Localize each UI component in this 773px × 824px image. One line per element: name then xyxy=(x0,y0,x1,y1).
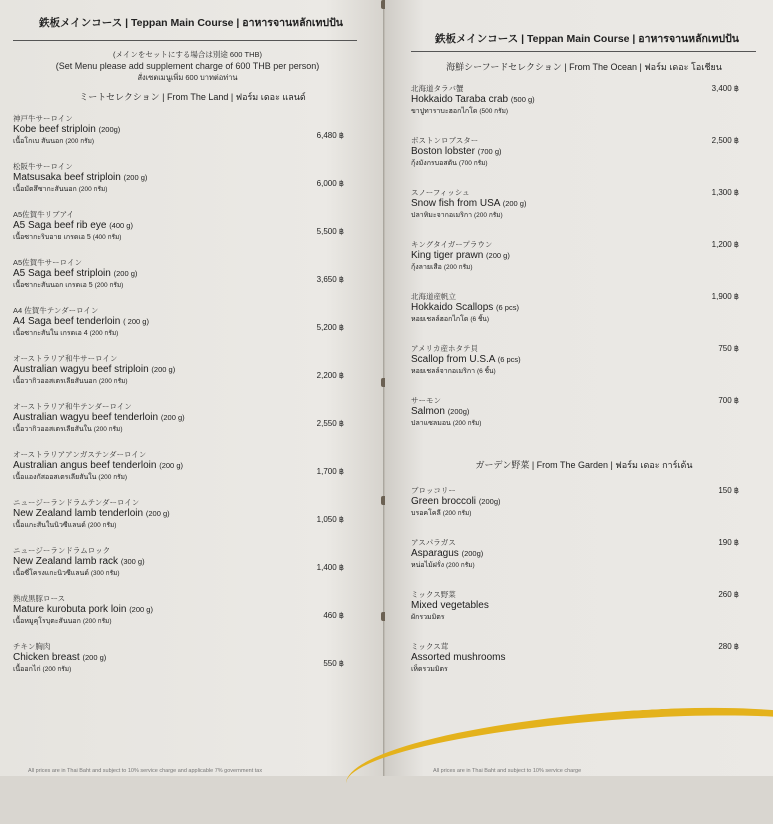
menu-item-en-name: A5 Saga beef striploin xyxy=(13,267,111,279)
menu-item-th-weight: (700 กรัม) xyxy=(458,160,488,167)
menu-item-price: 5,200 ฿ xyxy=(316,322,344,332)
menu-item-en-name: Scallop from U.S.A xyxy=(411,354,495,365)
menu-item-price: 3,400 ฿ xyxy=(711,84,739,93)
menu-item xyxy=(13,450,372,498)
menu-item-price: 1,050 ฿ xyxy=(316,514,344,524)
menu-item-th-name: ผักรวมมิตร xyxy=(411,614,445,621)
menu-item-en-name: New Zealand lamb tenderloin xyxy=(13,507,144,519)
menu-item xyxy=(13,498,372,546)
menu-item-th-name: เนื้อแองกัสออสเตรเลียสันใน xyxy=(13,473,97,481)
menu-item xyxy=(411,642,759,694)
menu-item-en-name: Asparagus xyxy=(411,548,459,559)
menu-item-th-name: ปลาหิมะจากอเมริกา xyxy=(411,212,473,219)
menu-item-th-name: ปลาแซลมอน xyxy=(411,420,451,427)
menu-item xyxy=(411,136,759,188)
menu-item xyxy=(411,538,759,590)
menu-item-price: 190 ฿ xyxy=(718,538,739,547)
menu-item-en-line xyxy=(411,600,759,612)
menu-item-en-line xyxy=(13,652,372,664)
menu-item-en-name: Snow fish from USA xyxy=(411,198,500,209)
menu-item-th-weight: (400 กรัม) xyxy=(92,233,122,241)
menu-item-price: 1,300 ฿ xyxy=(711,188,739,197)
menu-item-th-name: หอยเชลล์จากอเมริกา xyxy=(411,368,476,375)
menu-item-jp-name: オーストラリア和牛サーロイン xyxy=(13,353,118,363)
menu-item xyxy=(411,590,759,642)
menu-item-jp-name: 神戸牛サーロイン xyxy=(13,113,73,123)
menu-item-en-line xyxy=(411,496,759,508)
menu-item-th-name: บรอคโคลี xyxy=(411,510,441,517)
menu-item-en-name: Chicken breast xyxy=(13,651,80,663)
menu-item-th-weight: (200 กรัม) xyxy=(98,473,128,481)
menu-item-th-line xyxy=(411,314,759,325)
menu-item-jp-name: ボストンロブスター xyxy=(411,136,479,145)
menu-item-th-weight: (6 ชิ้น) xyxy=(477,368,496,375)
menu-item-price: 700 ฿ xyxy=(718,396,739,405)
menu-item-th-line xyxy=(411,366,759,377)
menu-item xyxy=(13,162,372,210)
menu-item-price: 1,700 ฿ xyxy=(316,466,344,476)
menu-item-jp-name: 北海道産帆立 xyxy=(411,292,456,301)
page-header: 鉄板メインコース | Teppan Main Course | อาหารจานหลักเทปปัน xyxy=(39,17,343,29)
menu-item xyxy=(411,292,759,344)
menu-item-weight: (200g) xyxy=(478,497,501,506)
menu-item-price: 3,650 ฿ xyxy=(316,274,344,284)
section-from-the-garden: ガーデン野菜 | From The Garden | ฟอร์ม เดอะ การ์เด้น xyxy=(475,460,693,470)
ocean-menu-list xyxy=(409,84,759,448)
menu-item-weight: (200 g) xyxy=(151,364,176,374)
menu-item-price: 2,550 ฿ xyxy=(316,418,344,428)
menu-item-weight: (6 pcs) xyxy=(497,355,521,364)
menu-item-th-name: หอยเชลล์ฮอกไกโด xyxy=(411,316,469,323)
menu-item-jp-name: 松阪牛サーロイン xyxy=(13,161,73,171)
menu-item-th-weight: (200 กรัม) xyxy=(93,425,123,433)
menu-item-en-name: New Zealand lamb rack xyxy=(13,555,119,567)
menu-item-en-name: Mature kurobuta pork loin xyxy=(13,603,127,615)
menu-item-jp-name: アメリカ産ホタテ貝 xyxy=(411,344,478,353)
menu-item-en-name: Matsusaka beef striploin xyxy=(13,171,121,183)
menu-item-th-line xyxy=(13,616,372,627)
menu-item xyxy=(13,642,372,690)
menu-item-th-line xyxy=(411,560,759,571)
menu-item-th-weight: (200 กรัม) xyxy=(445,562,475,569)
menu-item xyxy=(411,344,759,396)
menu-item-en-name: A4 Saga beef tenderloin xyxy=(13,315,121,327)
menu-item-jp-name: 北海道タラバ蟹 xyxy=(411,84,464,93)
menu-item-weight: (200 g) xyxy=(486,251,510,260)
menu-item-jp-name: アスパラガス xyxy=(411,538,456,547)
menu-item xyxy=(13,402,372,450)
menu-item xyxy=(13,354,372,402)
menu-item-weight: (200 g) xyxy=(159,460,183,470)
menu-item-en-name: Hokkaido Scallops xyxy=(411,302,494,313)
menu-item-th-name: เนื้ออกไก่ xyxy=(13,665,41,673)
menu-item-th-name: เนื้อซากะริบอาย เกรดเอ 5 xyxy=(13,233,91,241)
menu-item-en-line xyxy=(411,94,759,106)
menu-item-en-name: Kobe beef striploin xyxy=(13,123,96,135)
menu-item-en-line xyxy=(411,146,759,158)
menu-item-weight: (200 g) xyxy=(113,268,138,278)
menu-item-en-name: Assorted mushrooms xyxy=(411,652,506,663)
menu-item-th-weight: (200 กรัม) xyxy=(474,212,503,219)
menu-item-jp-name: スノーフィッシュ xyxy=(411,188,470,197)
menu-item-th-name: เนื้อโกเบ สันนอก xyxy=(13,137,64,145)
menu-item xyxy=(411,240,759,292)
menu-item-jp-name: オーストラリアアンガステンダーロイン xyxy=(13,449,147,459)
menu-item xyxy=(13,210,372,258)
menu-item-th-name: เนื้อหมูคุโรบุตะสันนอก xyxy=(13,617,81,625)
menu-item-jp-name: サーモン xyxy=(411,396,441,405)
menu-item-price: 280 ฿ xyxy=(718,642,739,651)
menu-item-th-line xyxy=(411,418,759,429)
menu-item-th-line xyxy=(411,612,759,623)
menu-item-th-weight: (200 กรัม) xyxy=(82,617,112,625)
menu-item-en-name: Salmon xyxy=(411,406,445,417)
menu-item xyxy=(411,188,759,240)
menu-item-en-name: Boston lobster xyxy=(411,146,475,157)
menu-item-price: 2,500 ฿ xyxy=(711,136,739,145)
menu-item-price: 460 ฿ xyxy=(323,610,344,620)
menu-item-weight: ( 200 g) xyxy=(123,316,149,326)
menu-item-price: 550 ฿ xyxy=(323,658,344,668)
set-menu-note-jp: (メインをセットにする場合は別途 600 THB) xyxy=(112,50,263,59)
menu-item-jp-name: A5佐賀牛サーロイン xyxy=(13,257,82,267)
menu-item-jp-name: キングタイガープラウン xyxy=(411,240,493,249)
menu-item xyxy=(13,594,372,642)
menu-item-price: 5,500 ฿ xyxy=(316,226,344,236)
menu-item-weight: (400 g) xyxy=(109,220,133,230)
menu-item-en-name: Australian angus beef tenderloin xyxy=(13,459,157,471)
price-footnote: All prices are in Thai Baht and subject to 10% service charge and applicable 7% government tax xyxy=(28,768,263,774)
menu-item-en-line xyxy=(411,406,759,418)
menu-item-weight: (6 pcs) xyxy=(496,303,519,312)
menu-item-th-weight: (200 กรัม) xyxy=(78,185,108,193)
menu-item-jp-name: A4 佐賀牛テンダーロイン xyxy=(13,305,99,315)
menu-item-price: 150 ฿ xyxy=(718,486,739,495)
menu-item-jp-name: ニュージーランドラムロック xyxy=(13,545,111,555)
menu-item-weight: (200 g) xyxy=(123,172,148,182)
menu-item-th-name: กุ้งลายเสือ xyxy=(411,264,442,271)
header-divider xyxy=(411,51,756,52)
menu-item xyxy=(13,306,372,354)
menu-item-en-name: A5 Saga beef rib eye xyxy=(13,219,107,231)
menu-item-th-line xyxy=(411,664,759,675)
menu-item-th-weight: (200 กรัม) xyxy=(87,521,117,529)
menu-item-th-weight: (6 ชิ้น) xyxy=(470,316,489,323)
menu-item-weight: (200 g) xyxy=(82,652,107,662)
menu-item-en-line xyxy=(411,302,759,314)
land-menu-list xyxy=(13,114,372,690)
menu-item-en-line xyxy=(411,548,759,560)
menu-item-th-line xyxy=(411,106,759,117)
menu-item-weight: (200 g) xyxy=(145,508,170,518)
header-divider xyxy=(13,40,357,41)
menu-item-jp-name: 熟成黒豚ロース xyxy=(13,593,66,603)
menu-item-th-name: เนื้อวากิวออสเตรเลียสันใน xyxy=(13,425,92,433)
menu-item-jp-name: オーストラリア和牛テンダーロイン xyxy=(13,401,132,411)
menu-item-en-line xyxy=(411,250,759,262)
menu-item xyxy=(13,546,372,594)
page-header: 鉄板メインコース | Teppan Main Course | อาหารจานหลักเทปปัน xyxy=(435,33,739,45)
menu-item-weight: (200 g) xyxy=(502,199,527,208)
menu-item-jp-name: チキン胸肉 xyxy=(13,641,51,651)
menu-item-th-weight: (200 กรัม) xyxy=(443,264,473,271)
garden-menu-list xyxy=(409,486,759,694)
menu-item-en-line xyxy=(411,198,759,210)
menu-item-weight: (500 g) xyxy=(510,95,535,104)
menu-item-price: 6,480 ฿ xyxy=(316,130,344,140)
menu-item-th-name: หน่อไม้ฝรั่ง xyxy=(411,562,445,569)
menu-item-th-weight: (200 กรัม) xyxy=(65,137,95,145)
set-menu-note xyxy=(13,49,372,84)
menu-item-weight: (200 g) xyxy=(129,604,153,614)
menu-item-th-weight: (500 กรัม) xyxy=(479,108,509,115)
menu-item-en-name: Hokkaido Taraba crab xyxy=(411,94,509,105)
menu-item-th-line xyxy=(411,210,759,221)
menu-item-weight: (200 g) xyxy=(160,412,185,422)
menu-item-th-weight: (200 กรัม) xyxy=(89,329,119,337)
set-menu-note-en: (Set Menu please add supplement charge of 600 THB per person) xyxy=(55,60,320,71)
menu-item-th-name: เนื้อซากะสันใน เกรดเอ 4 xyxy=(13,329,88,337)
menu-item-jp-name: ミックス茸 xyxy=(411,642,449,651)
menu-page-left xyxy=(0,0,384,776)
menu-item-weight: (200g) xyxy=(461,549,484,558)
menu-item-th-name: เนื้อซี่โครงแกะนิวซีแลนด์ xyxy=(13,569,89,577)
menu-item-jp-name: A5佐賀牛リブアイ xyxy=(13,209,74,219)
section-from-the-land: ミートセレクション | From The Land | ฟอร์ม เดอะ แลนด์ xyxy=(79,91,306,102)
menu-item-price: 1,200 ฿ xyxy=(711,240,739,249)
menu-item-price: 1,900 ฿ xyxy=(711,292,739,301)
menu-item-th-weight: (200 กรัม) xyxy=(98,377,128,385)
menu-item-weight: (300 g) xyxy=(120,556,145,566)
menu-item-en-line xyxy=(13,604,372,616)
menu-item-th-name: กุ้งมังกรบอสตัน xyxy=(411,160,457,167)
menu-item xyxy=(411,84,759,136)
menu-item-en-name: Australian wagyu beef striploin xyxy=(13,363,149,375)
menu-item-th-weight: (200 กรัม) xyxy=(94,281,124,289)
menu-item-en-line xyxy=(411,652,759,664)
price-footnote: All prices are in Thai Baht and subject to 10% service charge xyxy=(433,768,582,774)
menu-item-en-name: Mixed vegetables xyxy=(411,600,489,611)
menu-item-price: 260 ฿ xyxy=(718,590,739,599)
menu-item-th-name: เนื้อแกะสันในนิวซีแลนด์ xyxy=(13,521,86,529)
menu-page-right xyxy=(385,0,773,776)
menu-item xyxy=(411,486,759,538)
menu-item-th-name: เนื้อวากิวออสเตรเลียสันนอก xyxy=(13,377,97,385)
menu-item-en-name: Green broccoli xyxy=(411,496,477,507)
menu-item-th-weight: (200 กรัม) xyxy=(452,420,482,427)
menu-item-th-weight: (300 กรัม) xyxy=(90,569,120,577)
menu-item-th-line xyxy=(411,508,759,519)
menu-item-th-name: ขาปูทาราบะฮอกไกโด xyxy=(411,108,478,115)
section-from-the-ocean: 海鮮シーフードセレクション | From The Ocean | ฟอร์ม เดอะ โอเชียน xyxy=(446,62,722,72)
menu-item-th-name: เนื้อซากะสันนอก เกรดเอ 5 xyxy=(13,281,93,289)
menu-item-th-line xyxy=(411,262,759,273)
menu-item-weight: (200g) xyxy=(447,407,470,416)
menu-item-th-weight: (200 กรัม) xyxy=(442,510,472,517)
menu-item-th-name: เนื้อมัตสึซากะสันนอก xyxy=(13,185,77,193)
menu-item-th-line xyxy=(13,664,372,675)
menu-item-en-line xyxy=(411,354,759,366)
menu-item-th-weight: (200 กรัม) xyxy=(42,665,72,673)
menu-item-price: 750 ฿ xyxy=(718,344,739,353)
menu-item-jp-name: ニュージーランドラムテンダーロイン xyxy=(13,497,140,507)
menu-item-price: 1,400 ฿ xyxy=(316,562,344,572)
menu-item-price: 6,000 ฿ xyxy=(316,178,344,188)
menu-item-jp-name: ミックス野菜 xyxy=(411,590,456,599)
menu-item-en-name: King tiger prawn xyxy=(411,250,484,261)
menu-item-weight: (700 g) xyxy=(477,147,502,156)
menu-item-en-name: Australian wagyu beef tenderloin xyxy=(13,411,159,423)
menu-item xyxy=(13,114,372,162)
menu-item-weight: (200g) xyxy=(98,124,121,134)
menu-item xyxy=(13,258,372,306)
menu-item-price: 2,200 ฿ xyxy=(316,370,344,380)
set-menu-note-th: สั่งเซตเมนูเพิ่ม 600 บาทต่อท่าน xyxy=(137,73,238,82)
menu-item xyxy=(411,396,759,448)
menu-item-th-name: เห็ดรวมมิตร xyxy=(411,666,448,673)
menu-item-th-line xyxy=(411,158,759,169)
menu-item-jp-name: ブロッコリー xyxy=(411,486,456,495)
